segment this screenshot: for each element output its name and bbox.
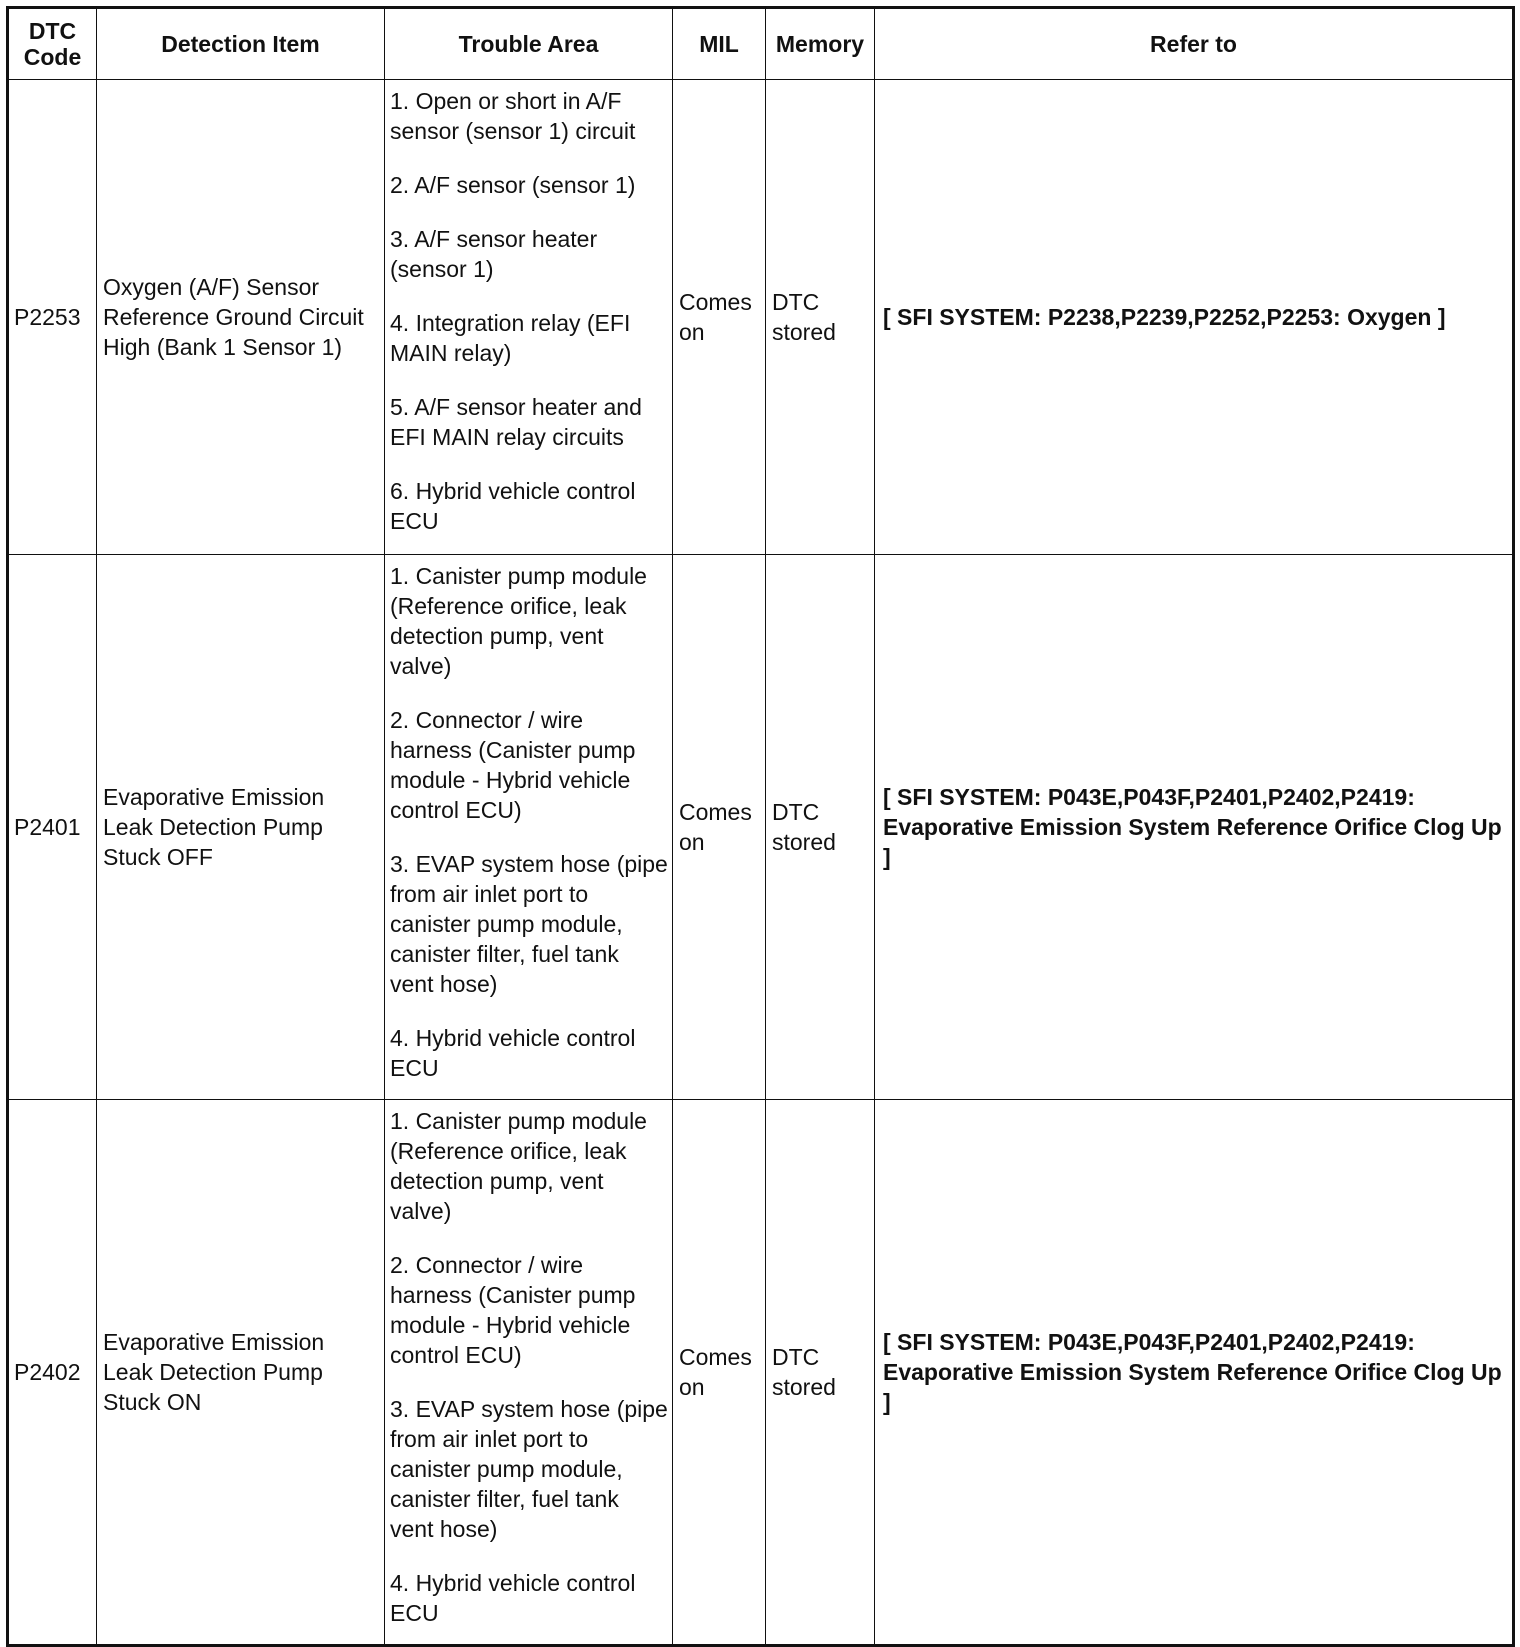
table-row <box>8 555 1514 1100</box>
trouble-area-cell <box>385 1100 673 1646</box>
mil-cell: Comes on <box>673 1100 766 1646</box>
trouble-area-item: 2. Connector / wire harness (Canister pump module - Hybrid vehicle control ECU) <box>390 1252 636 1368</box>
trouble-area-item: 1. Canister pump module (Reference orifice, leak detection pump, vent valve) <box>390 563 647 679</box>
header-dtc-code: DTC Code <box>8 8 97 80</box>
dtc-code-cell: P2401 <box>8 555 97 1100</box>
dtc-table <box>6 6 1515 1647</box>
header-trouble-area: Trouble Area <box>385 8 673 80</box>
trouble-area-item: 3. EVAP system hose (pipe from air inlet port to canister pump module, canister filter, fuel tank vent hose) <box>390 851 668 997</box>
trouble-area-cell <box>385 555 673 1100</box>
trouble-area-item: 3. A/F sensor heater (sensor 1) <box>390 226 598 282</box>
trouble-area-item: 4. Integration relay (EFI MAIN relay) <box>390 310 631 366</box>
detection-item-cell: Evaporative Emission Leak Detection Pump Stuck ON <box>97 1100 385 1646</box>
detection-item-cell: Evaporative Emission Leak Detection Pump Stuck OFF <box>97 555 385 1100</box>
trouble-area-item: 4. Hybrid vehicle control ECU <box>390 1025 636 1081</box>
table-header-row <box>8 8 1514 80</box>
dtc-code-cell: P2253 <box>8 80 97 555</box>
trouble-area-item: 5. A/F sensor heater and EFI MAIN relay circuits <box>390 394 642 450</box>
mil-cell: Comes on <box>673 80 766 555</box>
trouble-area-item: 1. Open or short in A/F sensor (sensor 1) circuit <box>390 88 636 144</box>
trouble-area-cell <box>385 80 673 555</box>
trouble-area-item: 4. Hybrid vehicle control ECU <box>390 1570 636 1626</box>
detection-item-cell: Oxygen (A/F) Sensor Reference Ground Circuit High (Bank 1 Sensor 1) <box>97 80 385 555</box>
memory-cell: DTC stored <box>766 1100 875 1646</box>
trouble-area-item: 2. Connector / wire harness (Canister pump module - Hybrid vehicle control ECU) <box>390 707 636 823</box>
header-detection-item: Detection Item <box>97 8 385 80</box>
header-refer-to: Refer to <box>875 8 1514 80</box>
refer-to-link[interactable]: [ SFI SYSTEM: P043E,P043F,P2401,P2402,P2419: Evaporative Emission System Reference Orifice Clog Up ] <box>875 555 1514 1100</box>
mil-cell: Comes on <box>673 555 766 1100</box>
refer-to-link[interactable]: [ SFI SYSTEM: P043E,P043F,P2401,P2402,P2419: Evaporative Emission System Reference Orifice Clog Up ] <box>875 1100 1514 1646</box>
memory-cell: DTC stored <box>766 80 875 555</box>
table-row <box>8 1100 1514 1646</box>
trouble-area-item: 2. A/F sensor (sensor 1) <box>390 172 636 198</box>
trouble-area-item: 6. Hybrid vehicle control ECU <box>390 478 636 534</box>
trouble-area-item: 1. Canister pump module (Reference orifice, leak detection pump, vent valve) <box>390 1108 647 1224</box>
trouble-area-item: 3. EVAP system hose (pipe from air inlet port to canister pump module, canister filter, fuel tank vent hose) <box>390 1396 668 1542</box>
header-mil: MIL <box>673 8 766 80</box>
refer-to-link[interactable]: [ SFI SYSTEM: P2238,P2239,P2252,P2253: Oxygen ] <box>875 80 1514 555</box>
memory-cell: DTC stored <box>766 555 875 1100</box>
dtc-code-cell: P2402 <box>8 1100 97 1646</box>
header-memory: Memory <box>766 8 875 80</box>
table-row <box>8 80 1514 555</box>
